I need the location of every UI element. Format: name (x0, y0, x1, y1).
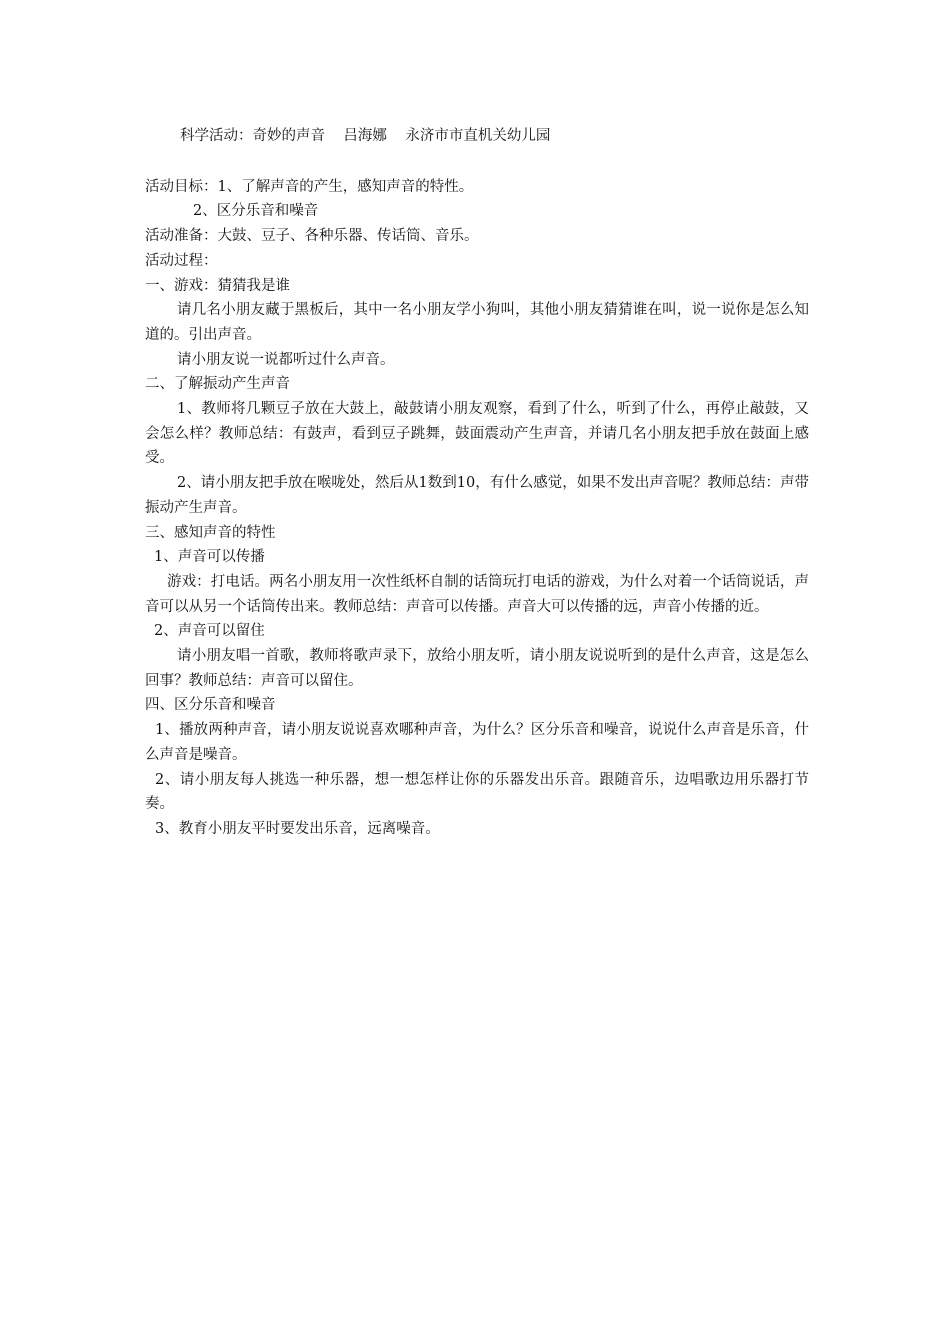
section-4-item-3: 3、教育小朋友平时要发出乐音，远离噪音。 (155, 820, 440, 837)
section-heading-1: 一、游戏：猜猜我是谁 (145, 277, 290, 294)
subsection-3-1-paragraph: 游戏：打电话。两名小朋友用一次性纸杯自制的话筒玩打电话的游戏，为什么对着一个话筒说话，声音可以从另一个话筒传出来。教师总结：声音可以传播。声音大可以传播的远，声音小传播的近。 (145, 573, 809, 615)
section-1-paragraph-2: 请小朋友说一说都听过什么声音。 (177, 351, 395, 368)
section-2-paragraph-2: 2、请小朋友把手放在喉咙处，然后从1数到10，有什么感觉，如果不发出声音呢？教师总结：声带振动产生声音。 (145, 475, 809, 516)
document-page (145, 124, 809, 842)
section-4-item-2: 2、请小朋友每人挑选一种乐器，想一想怎样让你的乐器发出乐音。跟随音乐，边唱歌边用乐器打节奏。 (145, 771, 809, 813)
section-2-paragraph-1: 1、教师将几颗豆子放在大鼓上，敲鼓请小朋友观察，看到了什么，听到了什么，再停止敲鼓，又会怎么样？教师总结：有鼓声，看到豆子跳舞，鼓面震动产生声音，并请几名小朋友把手放在鼓面上感受。 (145, 401, 809, 467)
section-heading-3: 三、感知声音的特性 (145, 524, 276, 541)
section-1-paragraph-1: 请几名小朋友藏于黑板后，其中一名小朋友学小狗叫，其他小朋友猜猜谁在叫，说一说你是怎么知道的。引出声音。 (145, 302, 809, 343)
document-title: 科学活动：奇妙的声音 吕海娜 永济市市直机关幼儿园 (180, 128, 551, 144)
activity-preparation: 活动准备：大鼓、豆子、各种乐器、传话筒、音乐。 (145, 228, 479, 245)
subsection-3-2-paragraph: 请小朋友唱一首歌，教师将歌声录下，放给小朋友听，请小朋友说说听到的是什么声音，这是怎么回事？教师总结：声音可以留住。 (145, 648, 809, 689)
section-4-item-1: 1、播放两种声音，请小朋友说说喜欢哪种声音，为什么？区分乐音和噪音，说说什么声音是乐音，什么声音是噪音。 (145, 722, 809, 763)
section-heading-4: 四、区分乐音和噪音 (145, 697, 276, 714)
activity-goal-1: 活动目标：1、了解声音的产生，感知声音的特性。 (145, 178, 474, 195)
activity-goal-2: 2、区分乐音和噪音 (193, 203, 319, 220)
subsection-3-1-heading: 1、声音可以传播 (154, 549, 265, 566)
section-heading-2: 二、了解振动产生声音 (145, 376, 290, 393)
subsection-3-2-heading: 2、声音可以留住 (154, 623, 265, 640)
activity-process-heading: 活动过程： (145, 252, 218, 269)
